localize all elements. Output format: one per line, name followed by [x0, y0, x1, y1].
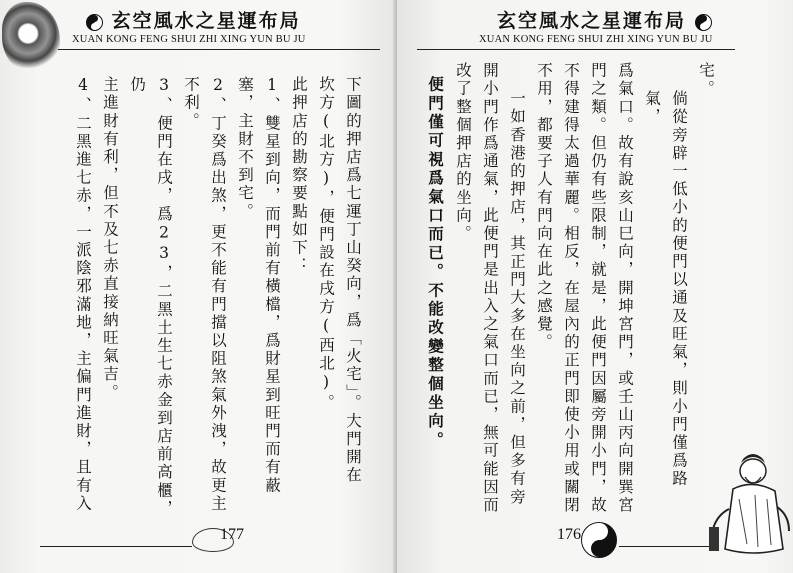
sage-figure-illustration — [703, 449, 793, 559]
yin-yang-icon — [86, 14, 103, 31]
text-column: 不利。 — [182, 76, 200, 131]
text-column: 4、二黑進七赤，一派陰邪滿地，主偏門進財，且有入 — [74, 76, 92, 513]
text-column: 此押店的勘察要點如下： — [290, 76, 308, 276]
text-column: 1、雙星到向，而門前有橫檔，爲財星到旺門而有蔽 — [263, 76, 281, 495]
text-column: 改了整個押店的坐向。 — [454, 62, 472, 243]
yin-yang-icon — [695, 14, 712, 31]
yin-yang-icon — [581, 522, 617, 558]
right-header-subtitle: XUAN KONG FENG SHUI ZHI XING YUN BU JU — [479, 34, 713, 45]
emphasis-column: 便門僅可視爲氣口而已。不能改變整個坐向。 — [426, 76, 445, 450]
page-number-right: 176 — [557, 526, 581, 543]
text-column: 3、便門在戌，爲23，二黑土生七赤金到店前高櫃，仍 — [128, 76, 173, 518]
text-column: 不得建得太過華麗。相反，在屋內的正門即使小用或關閉 — [562, 62, 580, 515]
page-number-left: 177 — [220, 526, 244, 543]
text-column: 不用，都要子人有門向在此之感覺。 — [535, 62, 553, 352]
text-column: 門之類。但仍有些限制，就是，此便門因屬旁開小門，故 — [589, 62, 607, 515]
text-column: 開小門作爲通氣，此便門是出入之氣口而已，無可能因而 — [481, 62, 499, 515]
right-header-title-text: 玄空風水之星運布局 — [497, 10, 687, 32]
left-header-subtitle: XUAN KONG FENG SHUI ZHI XING YUN BU JU — [72, 34, 306, 45]
text-column: 坎方(北方)，便門設在戌方(西北)。 — [317, 76, 335, 412]
text-column: 下圖的押店爲七運丁山癸向，爲「火宅」。大門開在 — [344, 76, 362, 485]
left-header-title-text: 玄空風水之星運布局 — [111, 10, 301, 32]
text-column: 爲氣口。故有說亥山巳向，開坤宮門，或壬山丙向開巽宮 — [616, 62, 634, 515]
text-column: 倘從旁辟一低小的便門以通及旺氣，則小門僅爲路氣， — [643, 90, 688, 489]
text-column: 塞，主財不到宅。 — [236, 76, 254, 221]
text-column: 主進財有利，但不及七赤直接納旺氣吉。 — [101, 76, 119, 402]
left-body-text — [76, 76, 366, 526]
text-column: 2、丁癸爲出煞，更不能有門擋以阻煞氣外洩，故更主 — [209, 76, 227, 513]
text-column: 一如香港的押店，其正門大多在坐向之前，但多有旁 — [508, 90, 526, 507]
left-header-rule — [58, 49, 380, 50]
right-header-rule — [417, 49, 735, 50]
right-page — [397, 0, 793, 573]
left-footer-rule — [40, 546, 192, 547]
right-header-title — [497, 6, 712, 33]
dragon-illustration — [2, 2, 60, 72]
right-body-text — [419, 62, 719, 524]
left-header-title — [86, 6, 301, 33]
left-page — [0, 0, 396, 573]
text-column: 宅。 — [697, 62, 715, 99]
